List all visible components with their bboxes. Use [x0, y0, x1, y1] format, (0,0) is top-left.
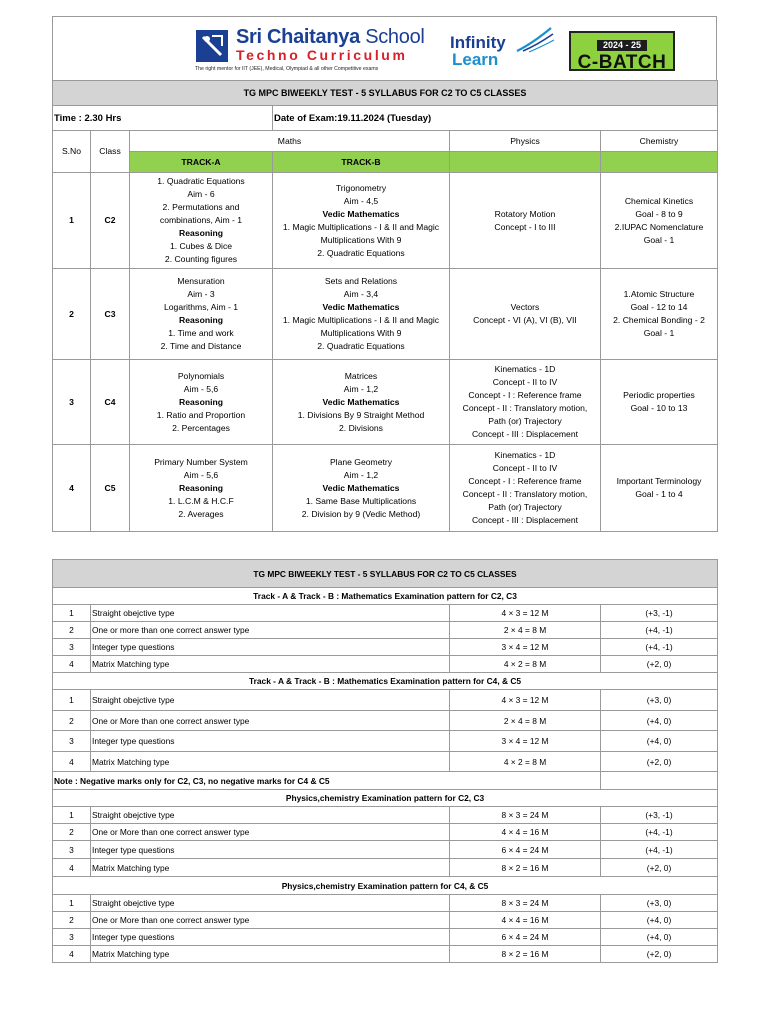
table-row [53, 912, 718, 929]
cell-line: Concept - I : Reference frame [468, 390, 582, 400]
col-header-sno: S.No [53, 131, 91, 173]
exam-pattern-table [52, 559, 718, 963]
marking-scheme: (+3, -1) [601, 807, 718, 824]
section-heading: Track - A & Track - B : Mathematics Examination pattern for C2, C3 [53, 588, 718, 605]
question-number: 1 [53, 895, 91, 912]
cell-line: Kinematics - 1D [494, 364, 556, 374]
question-marks: 8 × 2 = 16 M [450, 859, 601, 877]
exam-date: Date of Exam:19.11.2024 (Tuesday) [273, 106, 718, 131]
table-row [53, 445, 718, 532]
pattern-title: TG MPC BIWEEKLY TEST - 5 SYLLABUS FOR C2 TO C5 CLASSES [53, 560, 718, 588]
col-header-track-a: TRACK-A [130, 152, 273, 173]
negative-marks-note: Note : Negative marks only for C2, C3, no negative marks for C4 & C5 [53, 772, 601, 790]
question-number: 2 [53, 711, 91, 731]
table-row [53, 752, 718, 772]
question-type: Straight obejctive type [91, 807, 450, 824]
cell-line: Primary Number System [154, 456, 248, 467]
row-chemistry [601, 173, 718, 269]
question-marks: 3 × 4 = 12 M [450, 731, 601, 752]
cell-line: Aim - 6 [187, 189, 215, 199]
cell-line: Vectors [510, 302, 540, 312]
cell-line: Reasoning [179, 482, 223, 493]
cell-line: 1. L.C.M & H.C.F [168, 495, 234, 506]
marking-scheme: (+4, -1) [601, 824, 718, 841]
cell-line: Goal - 1 [643, 234, 675, 245]
cell-line: Multiplications With 9 [320, 328, 402, 338]
question-marks: 2 × 4 = 8 M [450, 622, 601, 639]
cell-line: Concept - II : Translatory motion, [462, 403, 588, 413]
marking-scheme: (+2, 0) [601, 859, 718, 877]
table-row [53, 690, 718, 711]
cell-line: Rotatory Motion [494, 208, 556, 219]
cell-line: Reasoning [179, 228, 223, 238]
cell-line: Path (or) Trajectory [488, 416, 562, 426]
marking-scheme: (+2, 0) [601, 752, 718, 772]
cell-line: Goal - 8 to 9 [635, 208, 683, 219]
section-heading: Track - A & Track - B : Mathematics Examination pattern for C4, & C5 [53, 673, 718, 690]
cell-line: 2.IUPAC Nomenclature [614, 221, 704, 232]
row-chemistry [601, 269, 718, 360]
marking-scheme: (+2, 0) [601, 656, 718, 673]
cell-line: Goal - 12 to 14 [630, 302, 688, 312]
sri-chaitanya-emblem-icon [196, 30, 228, 62]
row-physics [450, 269, 601, 360]
row-track-b [273, 173, 450, 269]
question-type: Matrix Matching type [91, 656, 450, 673]
question-type: Integer type questions [91, 841, 450, 859]
school-name-regular: School [359, 26, 425, 48]
infinity-learn-logo [450, 34, 506, 68]
cell-line: Mensuration [177, 276, 225, 286]
table-row [53, 946, 718, 963]
question-type: Integer type questions [91, 639, 450, 656]
cell-line: Periodic properties [623, 390, 695, 400]
cell-line: Goal - 10 to 13 [630, 403, 688, 413]
question-marks: 8 × 3 = 24 M [450, 807, 601, 824]
row-track-a [130, 173, 273, 269]
cell-line: Concept - II to IV [492, 463, 558, 473]
question-marks: 6 × 4 = 24 M [450, 929, 601, 946]
col-header-maths: Maths [130, 131, 450, 152]
cell-line: Sets and Relations [324, 276, 398, 286]
green-band-chemistry [601, 152, 718, 173]
cell-line: 2. Divisions [339, 422, 383, 433]
syllabus-title: TG MPC BIWEEKLY TEST - 5 SYLLABUS FOR C2 TO C5 CLASSES [53, 81, 718, 106]
question-type: Matrix Matching type [91, 859, 450, 877]
batch-label: C-BATCH [577, 52, 667, 73]
question-type: One or More than one correct answer type [91, 711, 450, 731]
question-type: Straight obejctive type [91, 605, 450, 622]
question-number: 4 [53, 859, 91, 877]
cell-line: Aim - 3 [187, 289, 215, 299]
marking-scheme: (+4, 0) [601, 731, 718, 752]
cell-line: Concept - II : Translatory motion, [462, 489, 588, 499]
marking-scheme: (+4, -1) [601, 622, 718, 639]
table-row [53, 859, 718, 877]
cell-line: Plane Geometry [329, 456, 393, 467]
cell-line: 2. Quadratic Equations [317, 247, 405, 258]
cell-line: Aim - 1,2 [343, 383, 379, 394]
marking-scheme: (+3, 0) [601, 690, 718, 711]
question-number: 4 [53, 656, 91, 673]
question-type: Straight obejctive type [91, 690, 450, 711]
question-number: 2 [53, 622, 91, 639]
cell-line: Aim - 5,6 [183, 469, 219, 480]
cell-line: 2. Percentages [172, 422, 230, 433]
table-row [53, 711, 718, 731]
row-class: C5 [91, 445, 130, 532]
marking-scheme: (+4, -1) [601, 639, 718, 656]
row-track-a [130, 445, 273, 532]
question-type: Straight obejctive type [91, 895, 450, 912]
question-type: Matrix Matching type [91, 752, 450, 772]
question-number: 2 [53, 912, 91, 929]
marking-scheme: (+4, 0) [601, 711, 718, 731]
cell-line: Multiplications With 9 [320, 234, 402, 245]
cell-line: 1. Time and work [168, 328, 234, 338]
cell-line: Kinematics - 1D [494, 450, 556, 460]
table-row [53, 656, 718, 673]
question-type: One or More than one correct answer type [91, 912, 450, 929]
cell-line: 1. Magic Multiplications - I & II and Magic [282, 315, 440, 325]
cell-line: combinations, Aim - 1 [159, 215, 243, 225]
col-header-chemistry: Chemistry [601, 131, 718, 152]
row-track-b [273, 360, 450, 445]
table-row [53, 824, 718, 841]
cell-line: 2. Division by 9 (Vedic Method) [301, 508, 421, 519]
table-row [53, 269, 718, 360]
batch-badge [569, 31, 675, 71]
cell-line: Aim - 4,5 [343, 195, 379, 206]
question-marks: 8 × 2 = 16 M [450, 946, 601, 963]
question-marks: 4 × 2 = 8 M [450, 656, 601, 673]
question-type: Matrix Matching type [91, 946, 450, 963]
row-track-a [130, 360, 273, 445]
row-sno: 4 [53, 445, 91, 532]
question-marks: 6 × 4 = 24 M [450, 841, 601, 859]
cell-line: 2. Chemical Bonding - 2 [613, 315, 705, 325]
question-marks: 4 × 3 = 12 M [450, 690, 601, 711]
school-name-bold: Sri Chaitanya [236, 26, 360, 48]
row-physics [450, 445, 601, 532]
question-marks: 3 × 4 = 12 M [450, 639, 601, 656]
exam-duration: Time : 2.30 Hrs [53, 106, 273, 131]
question-number: 1 [53, 605, 91, 622]
cell-line: 2. Averages [178, 508, 224, 519]
row-class: C3 [91, 269, 130, 360]
question-number: 4 [53, 946, 91, 963]
cell-line: Concept - VI (A), VI (B), VII [473, 315, 577, 325]
cell-line: 1. Same Base Multiplications [305, 495, 417, 506]
cell-line: Concept - II to IV [492, 377, 558, 387]
col-header-physics: Physics [450, 131, 601, 152]
question-marks: 4 × 4 = 16 M [450, 912, 601, 929]
table-row [53, 929, 718, 946]
school-subtitle: Techno Curriculum [236, 47, 408, 63]
cell-line: Polynomials [177, 370, 225, 381]
col-header-class: Class [91, 131, 130, 173]
marking-scheme: (+3, -1) [601, 605, 718, 622]
marking-scheme: (+4, 0) [601, 912, 718, 929]
cell-line: Logarithms, Aim - 1 [163, 302, 239, 312]
row-chemistry [601, 445, 718, 532]
row-sno: 3 [53, 360, 91, 445]
row-chemistry [601, 360, 718, 445]
infinity-swoosh-icon [515, 25, 555, 55]
school-tagline: The right mentor for IIT (JEE), Medical, Olympiad & all other Competitive exams [195, 66, 379, 72]
row-class: C4 [91, 360, 130, 445]
cell-line: Matrices [344, 370, 378, 381]
marking-scheme: (+3, 0) [601, 895, 718, 912]
cell-line: 1. Cubes & Dice [169, 241, 233, 251]
question-number: 4 [53, 752, 91, 772]
question-number: 1 [53, 807, 91, 824]
cell-line: 2. Permutations and [162, 202, 240, 212]
cell-line: Aim - 1,2 [343, 469, 379, 480]
cell-line: Reasoning [179, 315, 223, 325]
cell-line: Vedic Mathematics [322, 208, 400, 219]
school-name [236, 26, 425, 48]
cell-line: Goal - 1 [643, 328, 675, 338]
syllabus-table [52, 80, 718, 532]
cell-line: Concept - I to III [494, 221, 556, 232]
cell-line: Vedic Mathematics [322, 302, 400, 312]
row-physics [450, 173, 601, 269]
table-row [53, 731, 718, 752]
cell-line: Goal - 1 to 4 [635, 489, 683, 499]
cell-line: 1. Magic Multiplications - I & II and Magic [282, 221, 440, 232]
section-heading: Physics,chemistry Examination pattern for C4, & C5 [53, 877, 718, 895]
cell-line: Path (or) Trajectory [488, 502, 562, 512]
cell-line: Vedic Mathematics [322, 396, 400, 407]
cell-line: Aim - 3,4 [343, 289, 379, 299]
row-sno: 2 [53, 269, 91, 360]
question-number: 3 [53, 731, 91, 752]
question-number: 3 [53, 639, 91, 656]
question-marks: 4 × 3 = 12 M [450, 605, 601, 622]
row-track-b [273, 445, 450, 532]
cell-line: 2. Quadratic Equations [317, 341, 405, 351]
cell-line: Vedic Mathematics [322, 482, 400, 493]
cell-line: 1. Divisions By 9 Straight Method [297, 409, 425, 420]
cell-line: Trigonometry [335, 182, 387, 193]
table-row [53, 360, 718, 445]
question-marks: 4 × 2 = 8 M [450, 752, 601, 772]
cell-line: Concept - I : Reference frame [468, 476, 582, 486]
question-type: One or More than one correct answer type [91, 824, 450, 841]
document-header [52, 16, 717, 80]
question-marks: 8 × 3 = 24 M [450, 895, 601, 912]
row-sno: 1 [53, 173, 91, 269]
note-empty-cell [601, 772, 718, 790]
question-marks: 4 × 4 = 16 M [450, 824, 601, 841]
infinity-learn-line1: Infinity [450, 33, 506, 52]
col-header-track-b: TRACK-B [273, 152, 450, 173]
section-heading: Physics,chemistry Examination pattern for C2, C3 [53, 790, 718, 807]
row-physics [450, 360, 601, 445]
question-type: Integer type questions [91, 731, 450, 752]
table-row [53, 807, 718, 824]
cell-line: Reasoning [179, 396, 223, 407]
cell-line: Important Terminology [616, 476, 702, 486]
marking-scheme: (+4, 0) [601, 929, 718, 946]
batch-year: 2024 - 25 [597, 40, 647, 51]
marking-scheme: (+2, 0) [601, 946, 718, 963]
cell-line: Aim - 5,6 [183, 383, 219, 394]
question-marks: 2 × 4 = 8 M [450, 711, 601, 731]
table-row [53, 841, 718, 859]
table-row [53, 605, 718, 622]
cell-line: 1.Atomic Structure [623, 289, 695, 299]
question-number: 1 [53, 690, 91, 711]
cell-line: Concept - III : Displacement [471, 515, 579, 525]
table-row [53, 895, 718, 912]
cell-line: Concept - III : Displacement [471, 429, 579, 439]
table-row [53, 173, 718, 269]
row-track-b [273, 269, 450, 360]
cell-line: 2. Counting figures [164, 254, 238, 264]
row-class: C2 [91, 173, 130, 269]
question-number: 2 [53, 824, 91, 841]
table-row [53, 622, 718, 639]
question-type: Integer type questions [91, 929, 450, 946]
cell-line: 1. Ratio and Proportion [156, 409, 246, 420]
infinity-learn-line2: Learn [452, 50, 499, 69]
table-row [53, 639, 718, 656]
cell-line: 1. Quadratic Equations [157, 176, 245, 186]
cell-line: Chemical Kinetics [624, 195, 694, 206]
marking-scheme: (+4, -1) [601, 841, 718, 859]
question-number: 3 [53, 841, 91, 859]
cell-line: 2. Time and Distance [160, 341, 242, 351]
question-type: One or more than one correct answer type [91, 622, 450, 639]
question-number: 3 [53, 929, 91, 946]
green-band-physics [450, 152, 601, 173]
row-track-a [130, 269, 273, 360]
